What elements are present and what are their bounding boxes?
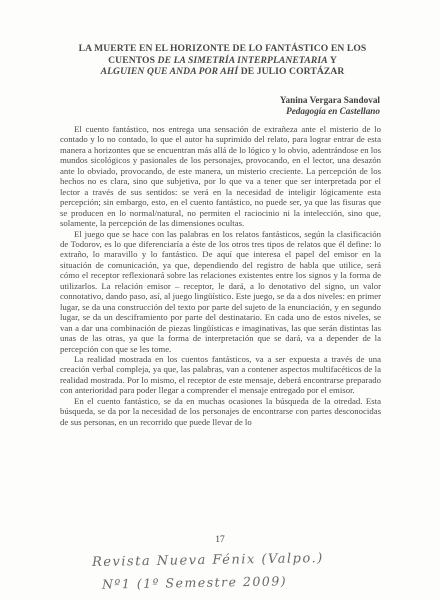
paragraph: El juego que se hace con las palabras en los relatos fantásticos, según la clasificación de Todorov, es lo que diferenciaría a éste de los otros tres tipos de relatos que él define: lo extraño, lo maravillo y lo fantástico. De aquí que interesa el papel del emisor en la situación de comunicación, ya que, dependiendo del registro de habla que utilice, será cómo el receptor reflexionará sobre las relaciones existentes entre los signos y la forma de utilizarlos. La relación emisor – receptor, le dará, a lo denotativo del signo, un valor connotativo, dando paso, así, al juego lingüístico. Este juego, se da a dos niveles: en primer lugar, se da una construcción del texto por parte del sujeto de la enunciación, y en segundo lugar, se da un desciframiento por parte del destinatario. En cada uno de estos niveles, se van a dar una combinación de piezas lingüísticas e imaginativas, las que serán distintas las unas de las otras, ya que la forma de interpretación que se dará, va a depender de la percepción con que se les tome. <box>60 228 381 354</box>
title-work-1: DE LA SIMETRÍA INTERPLANETARIA <box>157 54 328 66</box>
author-block <box>280 95 380 117</box>
title-work-2: ALGUIEN QUE ANDA POR AHÍ <box>100 66 239 77</box>
handwritten-note-line-1: Revista Nueva Fénix (Valpo.) <box>91 550 324 571</box>
author-role: Pedagogía en Castellano <box>286 106 380 116</box>
article-body <box>60 124 381 427</box>
title-line-3 <box>60 66 385 78</box>
paragraph: En el cuento fantástico, se da en muchas ocasiones la búsqueda de la otredad. Esta búsqueda, se da por la necesidad de los personajes de encontrarse con partes desconocidas de sus personas, en un recorrido que puede llevar de lo <box>60 395 381 427</box>
paragraph: El cuento fantástico, nos entrega una sensación de extrañeza ante el misterio de lo contado y lo no contado, lo que el autor ha suprimido del relato, para lograr entrar de esta manera a horizontes que se encuentran más allá de lo lógico y lo obvio, adentrándose en los mundos sicológicos y pasionales de los personajes, provocando, en el lector, una desazón ante lo obviado, provocando, de este manera, un misterio creciente. La percepción de los hechos no es clara, sino que subjetiva, por lo que va a tener que ser interpretada por el lector a través de sus sentidos: se verá en la necesidad de inteligir lógicamente esta percepción; sin embargo, esto, en el cuento fantástico, no puede ser, ya que las fisuras que se producen en lo normal/natural, no permiten el raciocinio ni la intelección, sino que, solamente, la percepción de las dimensiones ocultas. <box>60 124 381 229</box>
title-line-3b: DE JULIO CORTÁZAR <box>238 66 345 77</box>
handwritten-note-line-2: Nº1 (1º Semestre 2009) <box>101 573 288 592</box>
title-line-1: LA MUERTE EN EL HORIZONTE DE LO FANTÁSTICO EN LOS <box>78 43 367 54</box>
page-number: 17 <box>215 535 225 545</box>
article-title <box>60 43 385 78</box>
paragraph: La realidad mostrada en los cuentos fantásticos, va a ser expuesta a través de una creación verbal compleja, ya que, las palabras, van a contener aspectos multifacéticos de la realidad mostrada. Por lo mismo, el receptor de este mensaje, deberá encontrarse preparado con anterioridad para poder llegar a comprender el mensaje entregado por el emisor. <box>60 353 381 396</box>
author-name: Yanina Vergara Sandoval <box>279 95 380 105</box>
title-line-2 <box>60 55 385 67</box>
title-line-2a: CUENTOS <box>108 54 158 66</box>
title-line-2c: Y <box>327 54 337 66</box>
